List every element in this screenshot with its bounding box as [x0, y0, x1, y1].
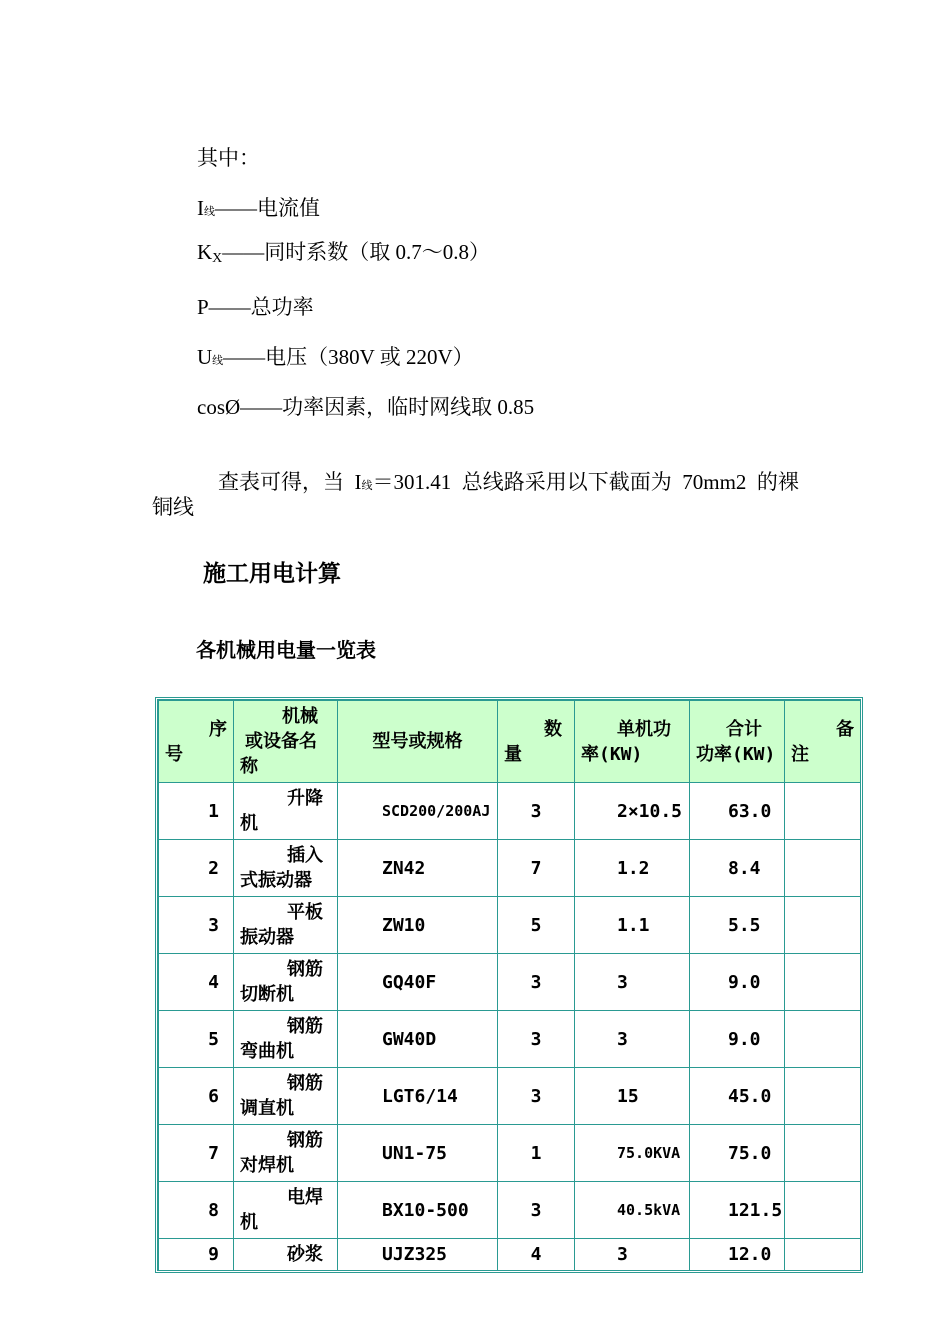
header-seq [159, 701, 234, 783]
cell-note [785, 1068, 861, 1125]
cell-unit-power: 15 [575, 1068, 690, 1125]
definition-coefficient [197, 236, 490, 266]
table-row [159, 954, 861, 1011]
cell-seq: 1 [159, 783, 234, 840]
cell-seq: 6 [159, 1068, 234, 1125]
cell-unit-power: 3 [575, 1011, 690, 1068]
header-unit-line2: 率(KW) [581, 743, 643, 765]
cell-total-power: 63.0 [690, 783, 785, 840]
conclusion-text-c: 铜线 [152, 495, 194, 519]
header-name [234, 701, 338, 783]
header-name-line1: 机械 [282, 706, 318, 727]
header-qty-line2: 量 [504, 743, 522, 765]
subscript-line: 线 [361, 480, 373, 492]
table-row [159, 783, 861, 840]
cell-name [234, 783, 338, 840]
subscript-line: 线 [212, 355, 224, 367]
cell-qty: 3 [498, 954, 575, 1011]
cell-name-line2: 调直机 [240, 1098, 294, 1119]
intro-line [197, 142, 260, 172]
definition-voltage [197, 341, 474, 371]
table-row [159, 1239, 861, 1271]
symbol-k: K [197, 240, 213, 264]
header-note-line1: 备 [836, 718, 854, 740]
cell-seq: 7 [159, 1125, 234, 1182]
cell-name-line1: 升降 [287, 788, 323, 809]
header-total-power [690, 701, 785, 783]
cell-total-power: 5.5 [690, 897, 785, 954]
cell-seq: 2 [159, 840, 234, 897]
cell-total-power: 75.0 [690, 1125, 785, 1182]
cell-seq: 8 [159, 1182, 234, 1239]
cell-name-line2: 切断机 [240, 984, 294, 1005]
table-row [159, 1068, 861, 1125]
cell-name-line1: 插入 [287, 845, 323, 866]
machine-power-table [155, 697, 863, 1273]
cell-unit-power: 3 [575, 1239, 690, 1271]
cell-note [785, 840, 861, 897]
subscript-x: X [212, 251, 223, 266]
cell-qty: 3 [498, 783, 575, 840]
cell-name-line1: 砂浆 [287, 1244, 323, 1265]
cell-total-power: 8.4 [690, 840, 785, 897]
cell-note [785, 1239, 861, 1271]
cell-name-line2: 式振动器 [240, 870, 312, 891]
cell-seq: 9 [159, 1239, 234, 1271]
cell-name [234, 954, 338, 1011]
cell-unit-power: 1.1 [575, 897, 690, 954]
subscript-line: 线 [204, 206, 215, 218]
header-model: 型号或规格 [338, 701, 498, 783]
cell-seq: 5 [159, 1011, 234, 1068]
cell-unit-power: 2×10.5 [575, 783, 690, 840]
conclusion-text-a: 查表可得，当 I [218, 470, 362, 494]
cell-unit-power: 40.5kVA [575, 1182, 690, 1239]
cell-model: SCD200/200AJ [338, 783, 498, 840]
cell-name-line2: 机 [240, 813, 258, 834]
definition-text: cosØ——功率因素，临时网线取 0.85 [197, 395, 535, 419]
header-unit-line1: 单机功 [617, 718, 671, 740]
cell-name [234, 840, 338, 897]
cell-qty: 1 [498, 1125, 575, 1182]
header-seq-line2: 号 [165, 743, 183, 765]
table-row [159, 1125, 861, 1182]
cell-qty: 7 [498, 840, 575, 897]
cell-model: GQ40F [338, 954, 498, 1011]
cell-note [785, 954, 861, 1011]
cell-note [785, 1011, 861, 1068]
cell-name [234, 1125, 338, 1182]
table-row [159, 840, 861, 897]
cell-name-line1: 钢筋 [287, 1073, 323, 1094]
header-note-line2: 注 [791, 743, 809, 765]
cell-unit-power: 75.0KVA [575, 1125, 690, 1182]
cell-name-line1: 钢筋 [287, 1016, 323, 1037]
definition-current [197, 192, 320, 222]
table-row [159, 1182, 861, 1239]
cell-model: ZW10 [338, 897, 498, 954]
definition-text: ——同时系数（取 0.7～0.8） [222, 240, 491, 264]
cell-model: UJZ325 [338, 1239, 498, 1271]
cell-seq: 3 [159, 897, 234, 954]
cell-name [234, 1239, 338, 1271]
header-name-line3: 称 [240, 756, 258, 777]
cell-name-line2: 机 [240, 1212, 258, 1233]
header-qty-line1: 数 [544, 718, 562, 740]
cell-name-line2: 振动器 [240, 927, 294, 948]
cell-unit-power: 3 [575, 954, 690, 1011]
cell-name-line1: 钢筋 [287, 1130, 323, 1151]
cell-name [234, 1182, 338, 1239]
definition-text: ——电压（380V 或 220V） [223, 345, 474, 369]
cell-name-line2: 对焊机 [240, 1155, 294, 1176]
header-total-line1: 合计 [726, 718, 762, 740]
cell-note [785, 897, 861, 954]
cell-model: BX10-500 [338, 1182, 498, 1239]
cell-total-power: 9.0 [690, 954, 785, 1011]
definition-text: P——总功率 [197, 295, 314, 319]
cell-total-power: 121.5 [690, 1182, 785, 1239]
cell-note [785, 1182, 861, 1239]
cell-name-line1: 钢筋 [287, 959, 323, 980]
cell-note [785, 1125, 861, 1182]
table-header-row [159, 701, 861, 783]
section-heading: 施工用电计算 [203, 561, 341, 587]
cell-name-line1: 电焊 [287, 1187, 323, 1208]
cell-model: UN1-75 [338, 1125, 498, 1182]
header-total-line2: 功率(KW) [696, 743, 776, 765]
header-unit-power [575, 701, 690, 783]
cell-name-line1: 平板 [287, 902, 323, 923]
cell-qty: 5 [498, 897, 575, 954]
cell-total-power: 12.0 [690, 1239, 785, 1271]
cell-qty: 3 [498, 1068, 575, 1125]
table-row [159, 897, 861, 954]
cell-total-power: 9.0 [690, 1011, 785, 1068]
table-row [159, 1011, 861, 1068]
cell-qty: 3 [498, 1011, 575, 1068]
conclusion-line [197, 441, 799, 521]
cell-name-line2: 弯曲机 [240, 1041, 294, 1062]
cell-model: GW40D [338, 1011, 498, 1068]
cell-model: ZN42 [338, 840, 498, 897]
cell-qty: 3 [498, 1182, 575, 1239]
cell-total-power: 45.0 [690, 1068, 785, 1125]
definition-text: ——电流值 [215, 196, 320, 220]
symbol-i: I [197, 196, 204, 220]
cell-seq: 4 [159, 954, 234, 1011]
header-qty [498, 701, 575, 783]
cell-qty: 4 [498, 1239, 575, 1271]
cell-model: LGT6/14 [338, 1068, 498, 1125]
conclusion-line-continued [152, 491, 194, 521]
header-seq-line1: 序 [209, 718, 227, 740]
cell-name [234, 897, 338, 954]
cell-note [785, 783, 861, 840]
header-name-line2: 或设备名 [245, 731, 317, 752]
cell-name [234, 1011, 338, 1068]
definition-power-factor [197, 391, 534, 421]
conclusion-text-b: ＝301.41 总线路采用以下截面为 70mm2 的裸 [372, 470, 799, 494]
intro-text: 其中： [197, 146, 260, 170]
header-note [785, 701, 861, 783]
table-title: 各机械用电量一览表 [196, 638, 376, 662]
cell-name [234, 1068, 338, 1125]
symbol-u: U [197, 345, 213, 369]
definition-power [197, 291, 314, 321]
cell-unit-power: 1.2 [575, 840, 690, 897]
